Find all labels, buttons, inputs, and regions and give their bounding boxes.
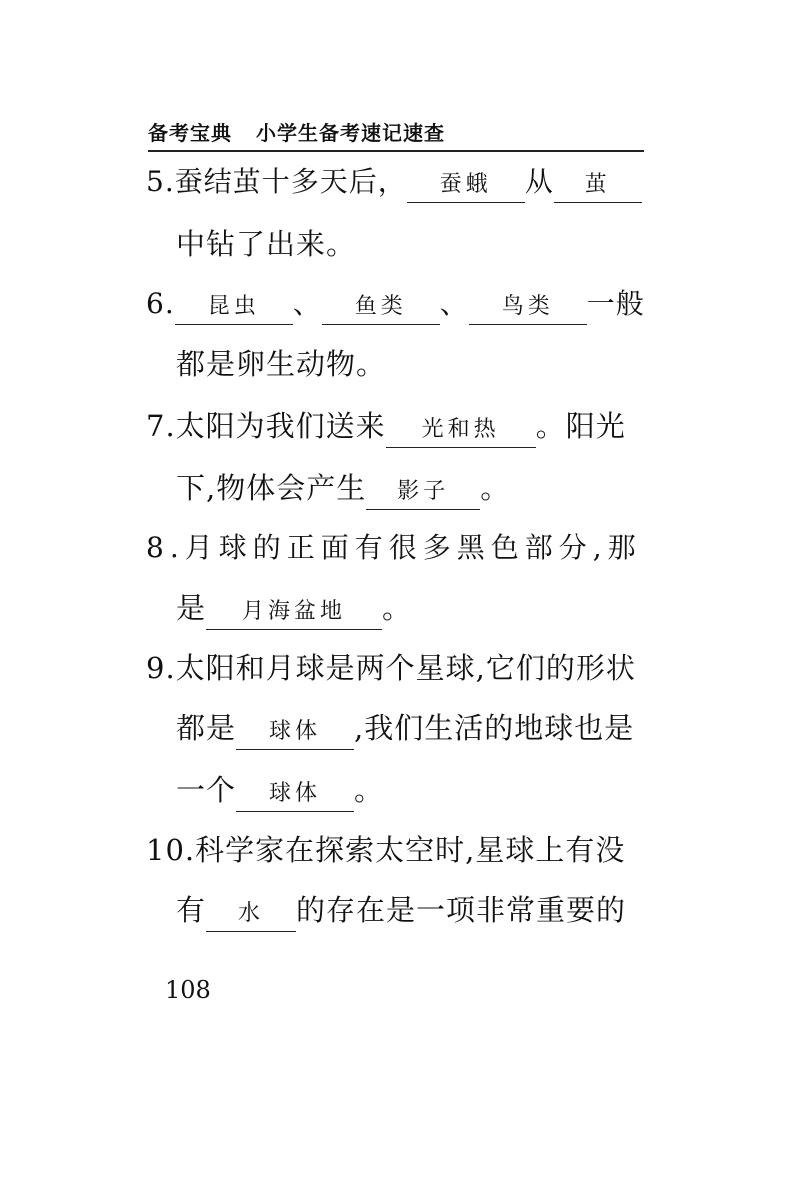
q6-number: 6. bbox=[146, 287, 175, 320]
q9-answer1: 球体 bbox=[236, 715, 354, 750]
q7-line2 bbox=[176, 468, 510, 510]
q9-text1: 太阳和月球是两个星球,它们的形状 bbox=[175, 651, 636, 685]
q10-line2 bbox=[176, 890, 626, 932]
q9-text4: 一个 bbox=[176, 773, 237, 807]
q8-text3: 。 bbox=[382, 591, 413, 625]
q6-sep2: 、 bbox=[439, 287, 469, 320]
q5-answer2: 茧 bbox=[554, 168, 642, 203]
q9-number: 9. bbox=[146, 651, 176, 685]
q10-text3: 的存在是一项非常重要的 bbox=[296, 893, 627, 927]
q7-line1 bbox=[146, 406, 626, 448]
q5-number: 5. bbox=[146, 165, 175, 198]
q8-text1: 月球的正面有很多黑色部分,那 bbox=[184, 531, 642, 564]
q10-line1 bbox=[146, 830, 625, 870]
q10-answer1: 水 bbox=[206, 897, 296, 932]
q9-text3: ,我们生活的地球也是 bbox=[354, 711, 635, 745]
q6-line2 bbox=[176, 344, 386, 384]
q5-answer1: 蚕蛾 bbox=[407, 168, 525, 203]
q8-text2: 是 bbox=[176, 591, 207, 625]
q7-text1: 太阳为我们送来 bbox=[175, 409, 386, 443]
q6-sep1: 、 bbox=[292, 287, 322, 320]
q10-number: 10. bbox=[146, 833, 196, 867]
page-number: 108 bbox=[165, 976, 211, 1004]
q5-line1 bbox=[146, 162, 642, 203]
q6-answer2: 鱼类 bbox=[322, 290, 440, 325]
q7-text4: 。 bbox=[480, 471, 511, 505]
q8-line1 bbox=[146, 528, 642, 568]
q7-text2: 。阳光 bbox=[535, 409, 626, 443]
q6-text1: 一般 bbox=[586, 287, 645, 320]
q6-line1 bbox=[146, 284, 645, 325]
q8-answer1: 月海盆地 bbox=[206, 595, 382, 630]
q9-line1 bbox=[146, 648, 636, 688]
q7-answer2: 影子 bbox=[366, 475, 480, 510]
q8-line2 bbox=[176, 588, 412, 630]
q8-number: 8. bbox=[146, 531, 185, 564]
q7-answer1: 光和热 bbox=[386, 413, 536, 448]
q7-number: 7. bbox=[146, 409, 176, 443]
q9-answer2: 球体 bbox=[236, 777, 354, 812]
q5-line2 bbox=[176, 224, 356, 264]
q9-line2 bbox=[176, 708, 634, 750]
header-series: 备考宝典 bbox=[148, 121, 232, 145]
running-header bbox=[148, 118, 644, 152]
q7-text3: 下,物体会产生 bbox=[176, 471, 367, 505]
q5-text3: 中钻了出来。 bbox=[176, 227, 357, 261]
q6-answer1: 昆虫 bbox=[175, 290, 293, 325]
q10-text1: 科学家在探索太空时,星球上有没 bbox=[195, 833, 626, 867]
q6-answer3: 鸟类 bbox=[469, 290, 587, 325]
header-title: 小学生备考速记速查 bbox=[256, 121, 445, 145]
q10-text2: 有 bbox=[176, 893, 207, 927]
q9-line3 bbox=[176, 770, 384, 812]
q6-text2: 都是卵生动物。 bbox=[176, 347, 387, 381]
q9-text2: 都是 bbox=[176, 711, 237, 745]
q5-text1: 蚕结茧十多天后， bbox=[174, 165, 407, 198]
q9-text5: 。 bbox=[354, 773, 385, 807]
q5-text2: 从 bbox=[524, 165, 554, 198]
